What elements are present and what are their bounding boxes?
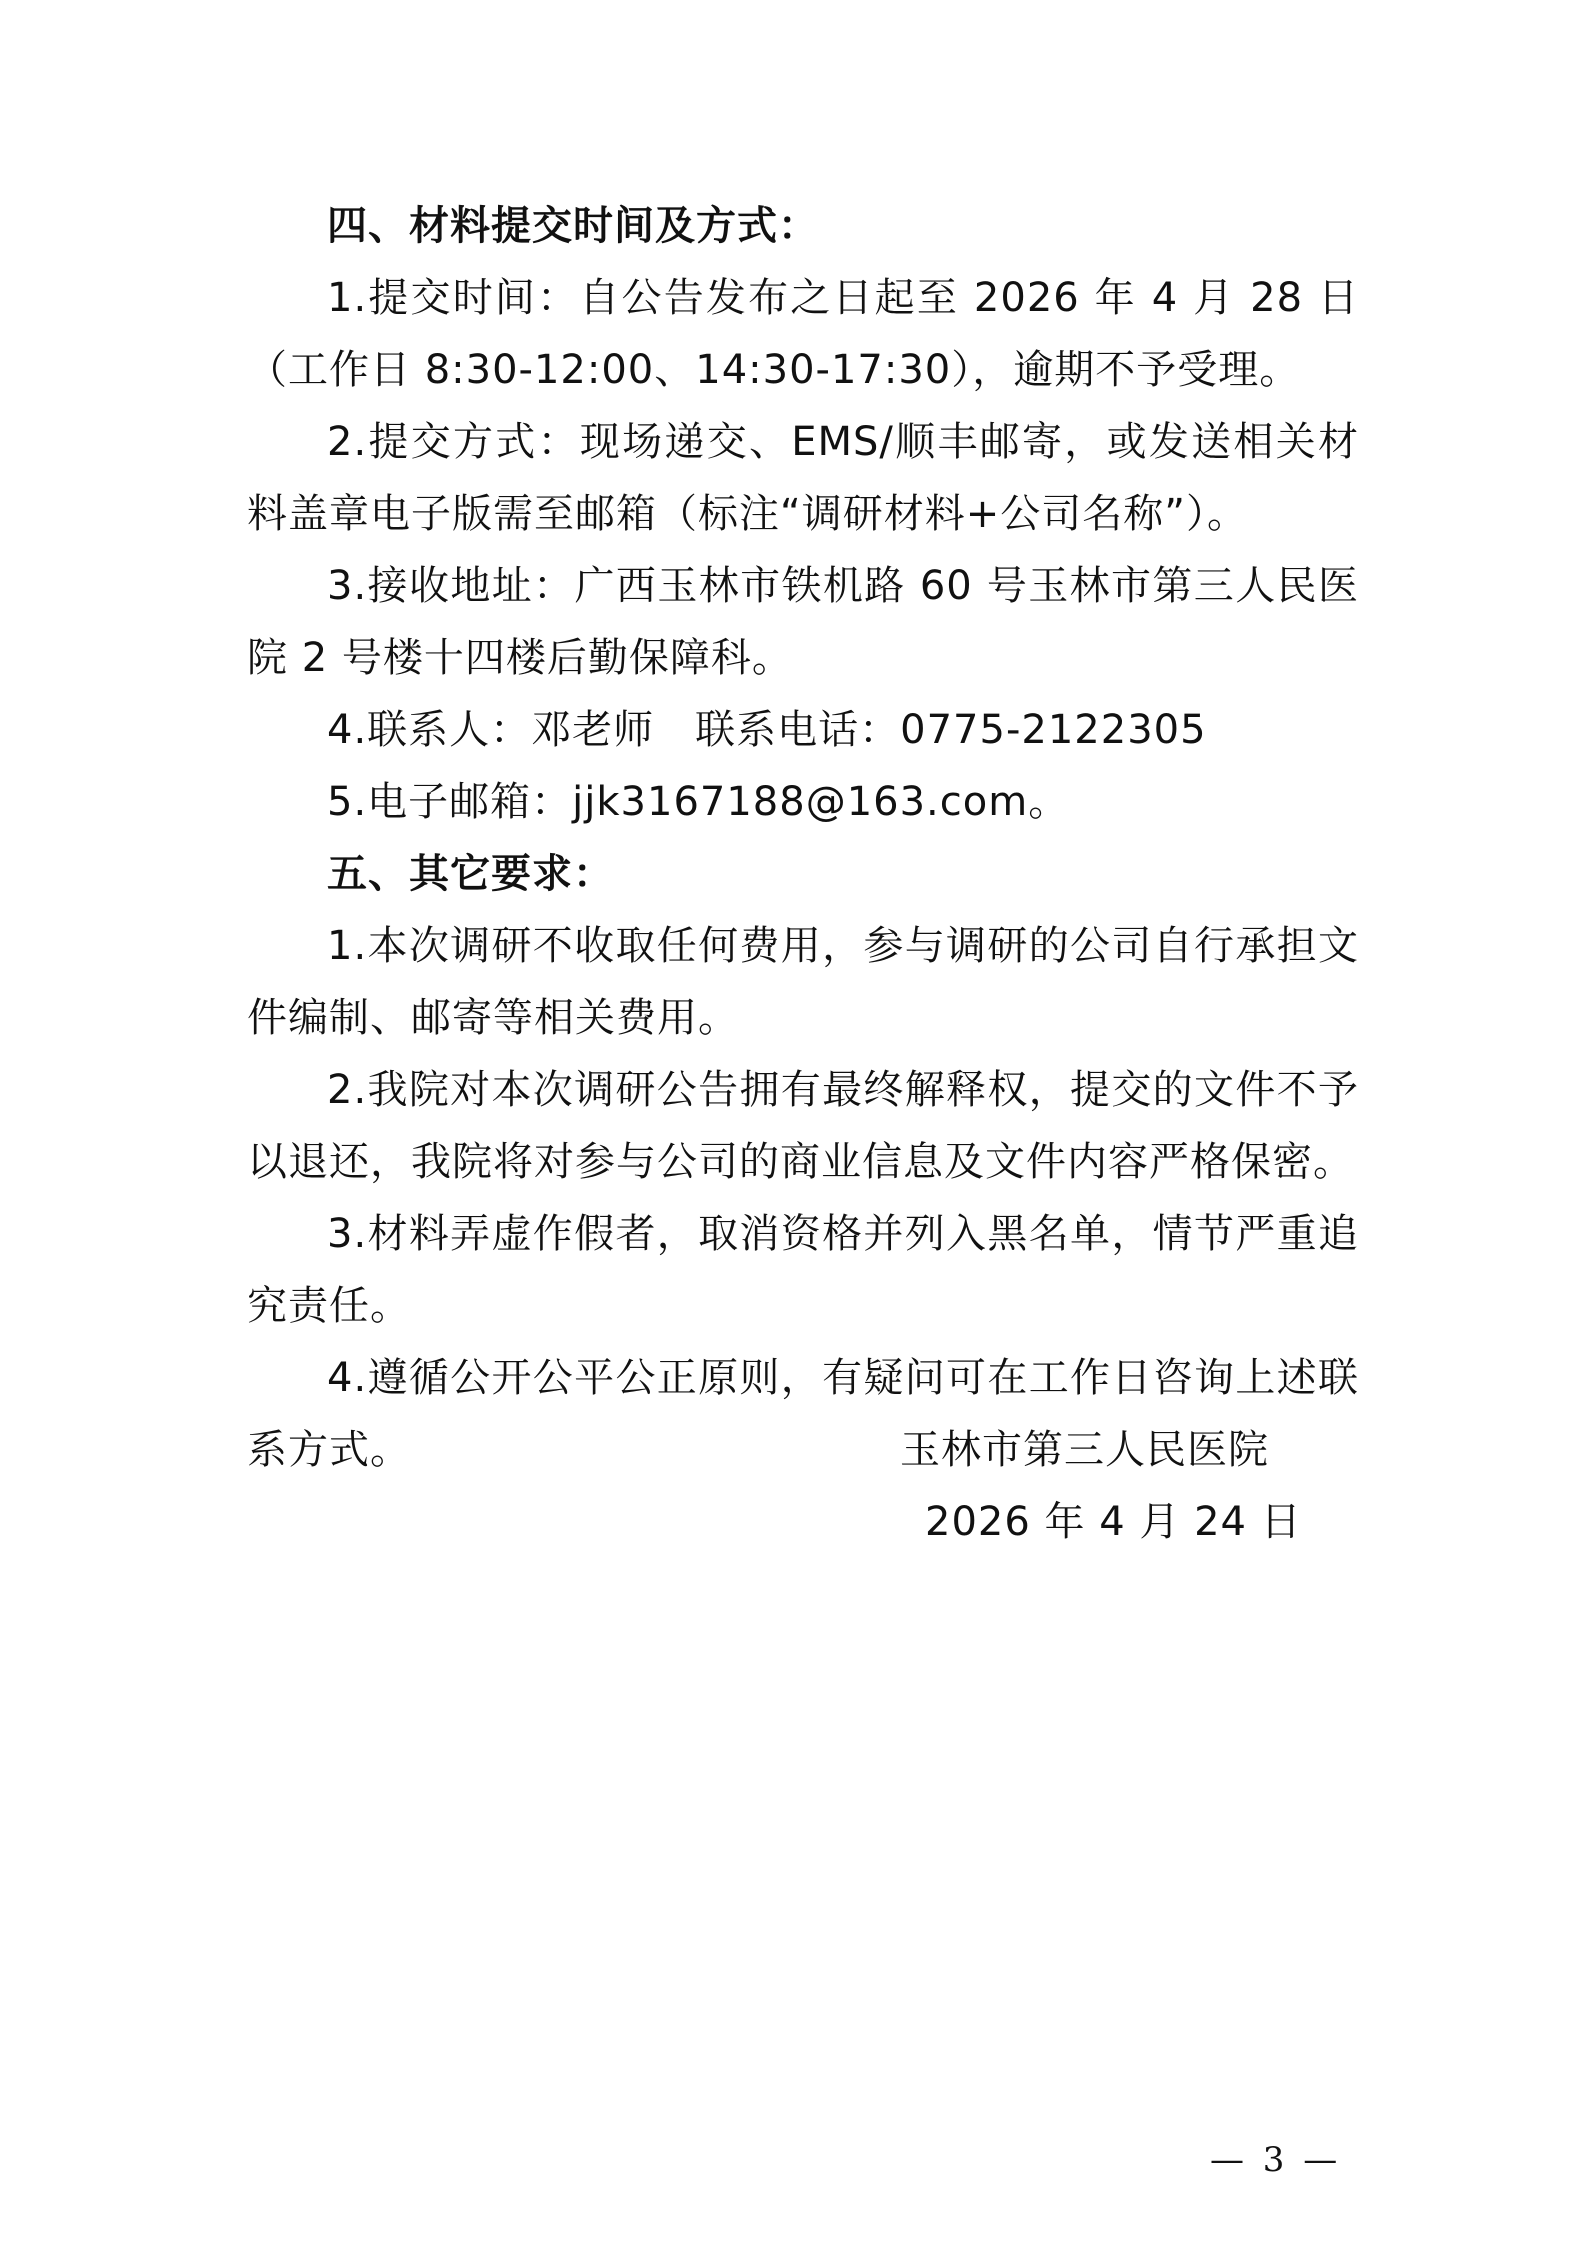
section-four-item-4: 4.联系人：邓老师 联系电话：0775-2122305 xyxy=(327,707,1207,753)
section-five-item-1: 1.本次调研不收取任何费用，参与调研的公司自行承担文件编制、邮寄等相关费用。 xyxy=(247,923,1359,1041)
page-number: — 3 — xyxy=(1210,2140,1342,2180)
section-four-item-5: 5.电子邮箱：jjk3167188@163.com。 xyxy=(327,779,1070,825)
signature-date: 2026 年 4 月 24 日 xyxy=(925,1499,1302,1545)
section-four-item-2: 2.提交方式：现场递交、EMS/顺丰邮寄，或发送相关材料盖章电子版需至邮箱（标注“调研材料+公司名称”）。 xyxy=(247,419,1359,537)
section-five-item-2: 2.我院对本次调研公告拥有最终解释权，提交的文件不予以退还，我院将对参与公司的商业信息及文件内容严格保密。 xyxy=(247,1067,1359,1185)
signature-block xyxy=(900,1414,1300,1558)
section-four-heading: 四、材料提交时间及方式： xyxy=(327,203,819,249)
section-five-item-4: 4.遵循公开公平公正原则，有疑问可在工作日咨询上述联系方式。 xyxy=(247,1355,1359,1473)
section-five-heading: 五、其它要求： xyxy=(327,851,614,897)
document-body xyxy=(247,190,1359,1486)
section-four-item-1: 1.提交时间：自公告发布之日起至 2026 年 4 月 28 日（工作日 8:30-12:00、14:30-17:30），逾期不予受理。 xyxy=(247,275,1359,393)
signature-organization: 玉林市第三人民医院 xyxy=(900,1427,1269,1473)
section-four-item-3: 3.接收地址：广西玉林市铁机路 60 号玉林市第三人民医院 2 号楼十四楼后勤保障科。 xyxy=(247,563,1359,681)
section-five-item-3: 3.材料弄虚作假者，取消资格并列入黑名单，情节严重追究责任。 xyxy=(247,1211,1359,1329)
